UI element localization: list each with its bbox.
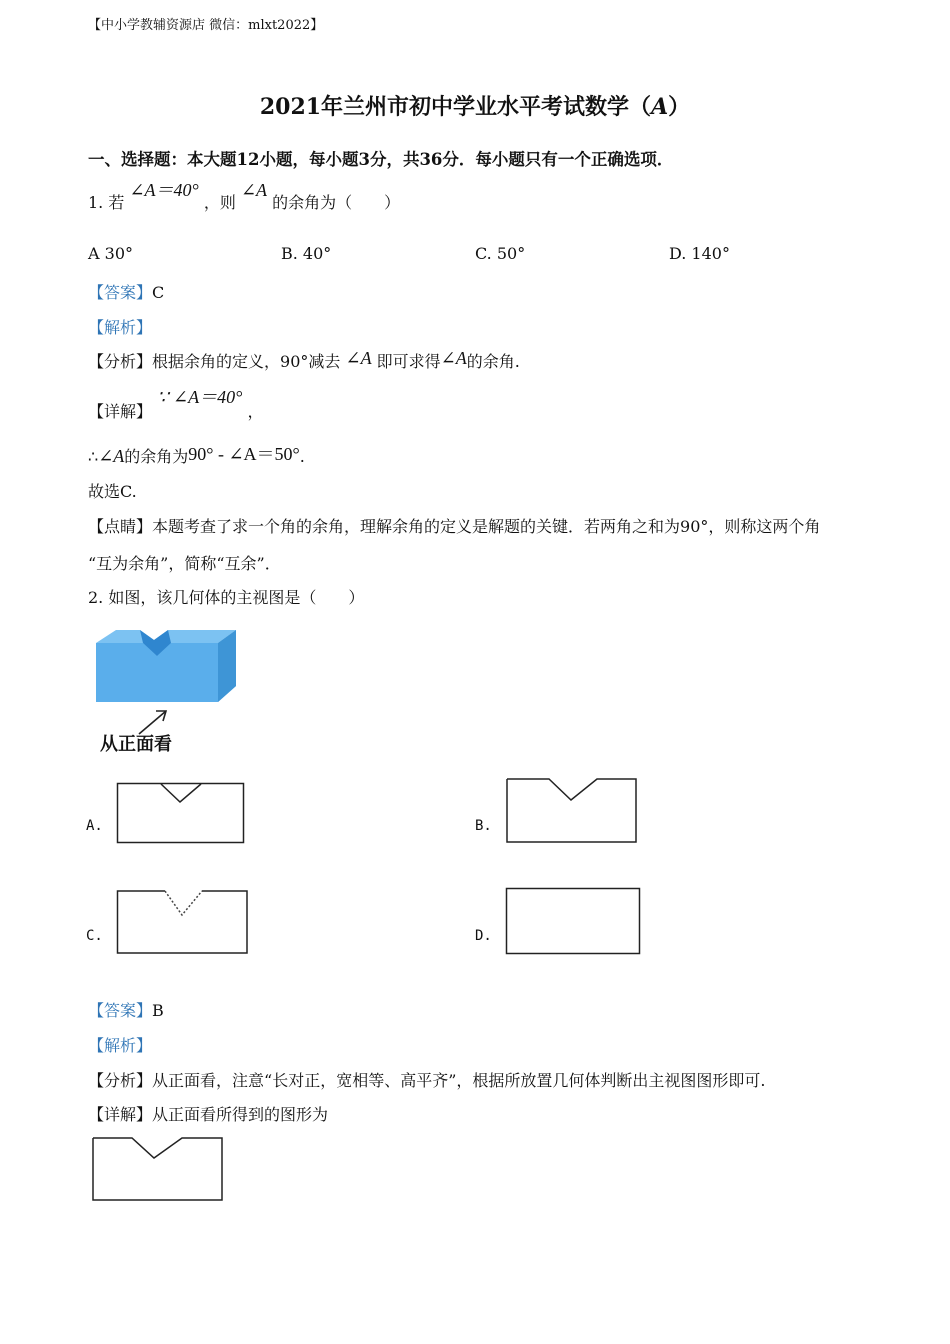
q1-stem: 1. 若 ∠A＝40° ，则 ∠A 的余角为（ ） xyxy=(88,180,401,212)
q2-option-b-figure xyxy=(505,777,641,847)
page-title: 2021年兰州市初中学业水平考试数学（A） xyxy=(259,94,691,120)
q1-therefore: ∴∠A的余角为90° - ∠A＝50°. xyxy=(88,444,305,466)
view-label: 从正面看 xyxy=(100,734,172,755)
page-header: 【中小学教辅资源店 微信：mlxt2022】 xyxy=(88,18,324,33)
q2-option-d-figure xyxy=(505,887,643,957)
q2-solution-figure xyxy=(91,1136,227,1204)
q2-option-a-figure xyxy=(116,782,248,846)
q1-option-b: B. 40° xyxy=(281,244,332,263)
q1-fenxi: 【分析】根据余角的定义，90°减去 ∠A 即可求得∠A的余角. xyxy=(88,348,520,371)
q2-option-c-label: C. xyxy=(86,928,103,944)
q2-option-c-figure xyxy=(116,889,252,957)
solid-figure xyxy=(96,628,241,710)
q2-jiexi-label: 【解析】 xyxy=(88,1036,153,1055)
q2-xiangjie: 【详解】从正面看所得到的图形为 xyxy=(88,1105,329,1124)
q1-choose: 故选C. xyxy=(88,482,137,501)
q1-option-c: C. 50° xyxy=(475,244,526,263)
q2-fenxi: 【分析】从正面看，注意“长对正，宽相等、高平齐”，根据所放置几何体判断出主视图图形即可. xyxy=(88,1071,766,1090)
q2-option-a-label: A. xyxy=(86,818,103,834)
q1-option-d: D. 140° xyxy=(669,244,730,263)
q2-option-b-label: B. xyxy=(475,818,492,834)
section-heading: 一、选择题：本大题12小题，每小题3分，共36分．每小题只有一个正确选项． xyxy=(88,150,674,169)
q1-dianjing-cont: “互为余角”，简称“互余”． xyxy=(88,554,281,573)
q1-xiangjie: 【详解】 ∵ ∠A＝40° ， xyxy=(88,387,264,421)
q2-option-d-label: D. xyxy=(475,928,492,944)
q2-stem: 2. 如图，该几何体的主视图是（ ） xyxy=(88,588,365,607)
q2-answer: 【答案】B xyxy=(88,1001,164,1020)
q1-option-a: A 30° xyxy=(88,244,133,263)
q1-jiexi-label: 【解析】 xyxy=(88,318,153,337)
q1-answer: 【答案】C xyxy=(88,283,165,302)
q1-dianjing: 【点睛】本题考查了求一个角的余角，理解余角的定义是解题的关键．若两角之和为90°，则称这两个角 xyxy=(88,517,821,536)
